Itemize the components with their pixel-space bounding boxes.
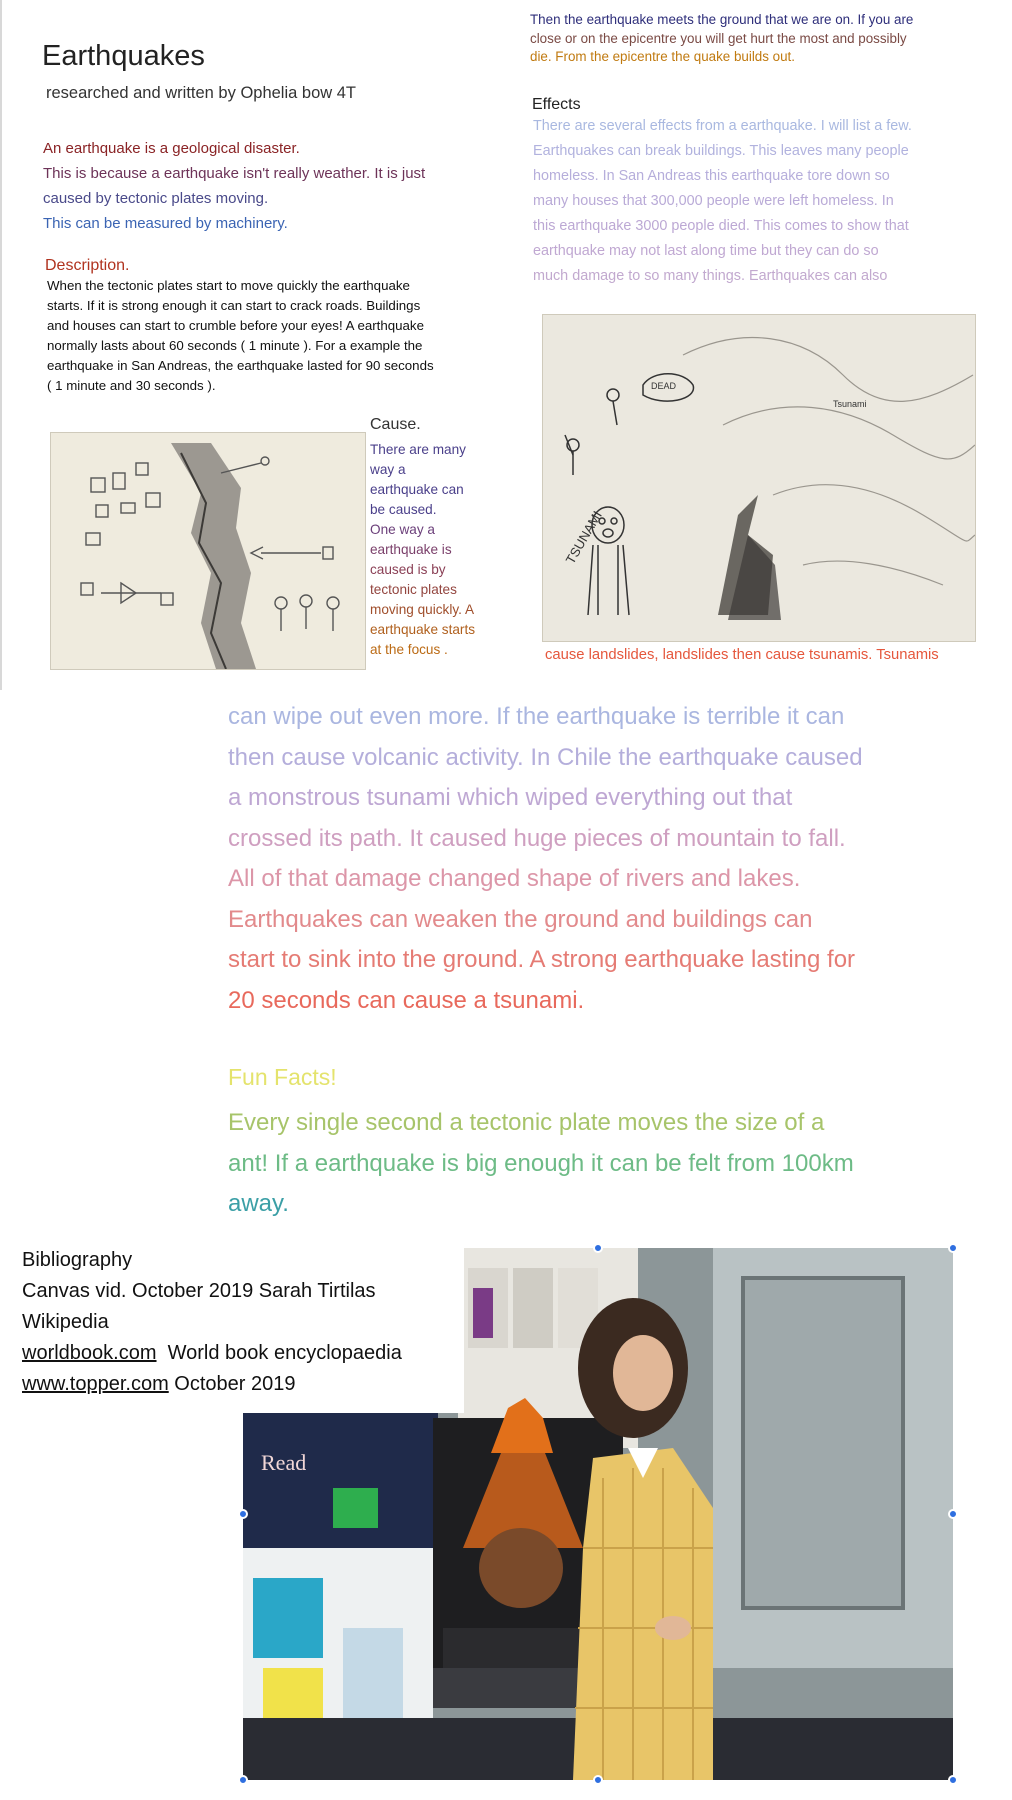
effects-line: this earthquake 3000 people died. This comes to show that [533,218,909,234]
page-subtitle: researched and written by Ophelia bow 4T [46,84,357,102]
effects-line: Earthquakes can break buildings. This leaves many people [533,143,909,159]
description-line: starts. If it is strong enough it can start to crack roads. Buildings [47,298,421,313]
continued-line: start to sink into the ground. A strong earthquake lasting for [228,946,856,973]
effects-line: earthquake may not last along time but they can do so [533,243,879,259]
cause-line: at the focus . [370,642,448,657]
description-line: normally lasts about 60 seconds ( 1 minute ). For a example the [47,338,423,353]
resize-handle-bottom-center[interactable] [593,1775,603,1785]
tsunami-small-label: Tsunami [833,399,867,409]
description-line: and houses can start to crumble before your eyes! A earthquake [47,318,424,333]
cause-line: earthquake starts [370,622,476,637]
effects-line: There are several effects from a earthquake. I will list a few. [533,118,912,134]
description-line: earthquake in San Andreas, the earthquake lasted for 90 seconds [47,358,434,373]
cause-line: caused is by [370,562,446,577]
continued-line: then cause volcanic activity. In Chile the earthquake caused [228,743,863,771]
cause-line: way a [370,462,406,477]
fun-facts-heading: Fun Facts! [228,1064,337,1090]
description-paragraph [47,276,477,396]
fault-line-sketch [50,432,366,670]
tsunami-drawing [543,315,975,641]
description-heading: Description. [45,257,130,274]
tsunami-sketch-label: TSUNAMI [562,508,605,567]
poster-text: Read [261,1450,307,1475]
continued-line: All of that damage changed shape of rivers and lakes. [228,865,801,892]
page-title: Earthquakes [42,40,205,72]
fun-facts-paragraph [228,1103,988,1225]
epicentre-line: close or on the epicentre you will get hurt the most and possibly [530,30,907,46]
continued-paragraph [228,697,988,1021]
tsunami-sketch [542,314,976,642]
resize-handle-bottom-left[interactable] [238,1775,248,1785]
effects-continued-line: cause landslides, landslides then cause tsunamis. Tsunamis [545,647,939,663]
resize-handle-middle-left[interactable] [238,1509,248,1519]
cause-line: tectonic plates [370,582,457,597]
continued-line: crossed its path. It caused huge pieces of mountain to fall. [228,824,846,852]
bibliography-entry: Canvas vid. October 2019 Sarah Tirtilas [22,1280,376,1302]
cause-heading: Cause. [370,416,421,433]
bibliography-entry [22,1369,464,1400]
effects-paragraph [533,114,973,289]
description-line: When the tectonic plates start to move quickly the earthquake [47,278,410,293]
cause-line: There are many [370,442,466,457]
bibliography-entry [22,1338,464,1369]
page-left-edge [0,0,2,690]
fault-line-drawing [51,433,365,669]
cause-line: One way a [370,522,435,537]
epicentre-paragraph [530,11,960,67]
resize-handle-top-center[interactable] [593,1243,603,1253]
bibliography-box [14,1245,464,1413]
topper-link[interactable]: www.topper.com [22,1373,169,1395]
intro-line: This can be measured by machinery. [43,215,288,232]
resize-handle-middle-right[interactable] [948,1509,958,1519]
fun-facts-line: away. [228,1190,289,1217]
bibliography-entry-text: World book encyclopaedia [156,1342,402,1364]
cause-line: earthquake can [370,482,464,497]
effects-line: much damage to so many things. Earthquakes can also [533,268,888,284]
cause-line: be caused. [370,502,437,517]
cause-paragraph [370,440,492,660]
cause-line: moving quickly. A [370,602,475,617]
effects-line: many houses that 300,000 people were left homeless. In [533,193,894,209]
intro-line: An earthquake is a geological disaster. [43,140,300,157]
dead-bubble-label: DEAD [651,381,677,391]
resize-handle-bottom-right[interactable] [948,1775,958,1785]
fun-facts-line: ant! If a earthquake is big enough it can be felt from 100km [228,1149,854,1177]
worldbook-link[interactable]: worldbook.com [22,1342,157,1364]
epicentre-line: Then the earthquake meets the ground that we are on. If you are [530,12,914,27]
intro-line: caused by tectonic plates moving. [43,190,269,207]
resize-handle-top-right[interactable] [948,1243,958,1253]
fun-facts-line: Every single second a tectonic plate moves the size of a [228,1109,825,1136]
effects-heading: Effects [532,96,581,113]
continued-line: a monstrous tsunami which wiped everything out that [228,784,793,811]
continued-line: Earthquakes can weaken the ground and buildings can [228,905,813,933]
intro-line: This is because a earthquake isn't really weather. It is just [43,165,426,182]
continued-line: can wipe out even more. If the earthquake is terrible it can [228,703,845,730]
cause-line: earthquake is [370,542,452,557]
description-line: ( 1 minute and 30 seconds ). [47,378,216,393]
intro-paragraph [43,136,473,236]
effects-line: homeless. In San Andreas this earthquake tore down so [533,168,890,184]
epicentre-line: die. From the epicentre the quake builds out. [530,49,795,64]
bibliography-entry: Wikipedia [22,1311,109,1333]
continued-line: 20 seconds can cause a tsunami. [228,986,585,1014]
bibliography-heading: Bibliography [22,1249,133,1271]
bibliography-entry-text: October 2019 [168,1373,296,1395]
